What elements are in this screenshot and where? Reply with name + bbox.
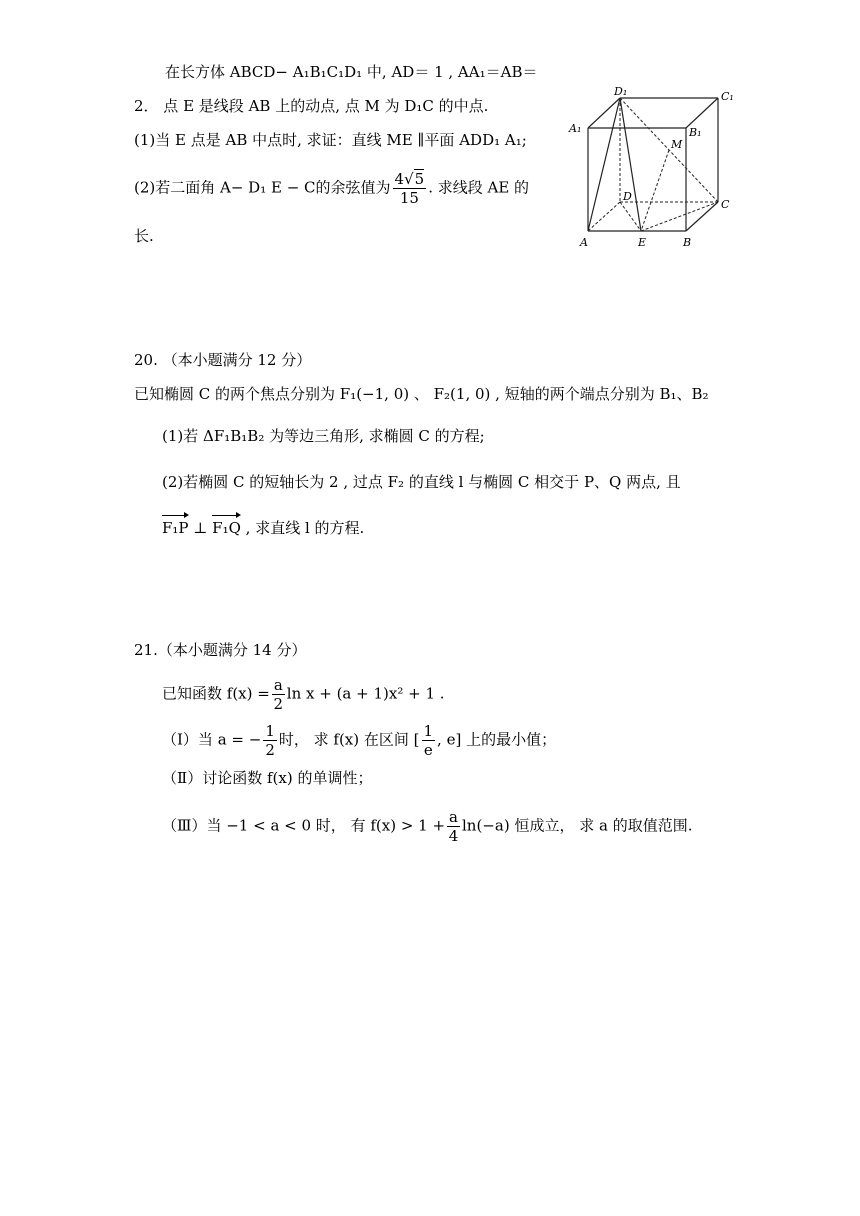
q20-part-2: (2)若椭圆 C 的短轴长为 2 , 过点 F₂ 的直线 l 与椭圆 C 相交于 P、Q 两点, 且 [162, 473, 681, 491]
q19-frac-den: 15 [399, 189, 419, 207]
q21-part-3-a: （Ⅲ）当 −1 < a < 0 时， 有 f(x) > 1 + [162, 816, 446, 835]
label-e: E [638, 236, 647, 249]
q21-part-1 [162, 722, 556, 759]
q21-line-1-a: 已知函数 f(x) = [162, 684, 270, 703]
label-a: A [580, 236, 588, 249]
segment-me [641, 150, 669, 231]
edge-c1b1 [686, 98, 718, 128]
q19-part-2-text-a: (2)若二面角 A− D₁ E − C的余弦值为 [134, 178, 391, 197]
q20-header: 20. （本小题满分 12 分） [134, 351, 312, 369]
label-c: C [721, 198, 730, 211]
q19-cosine-fraction: $\frac{4√5}{15}$ [394, 170, 425, 207]
label-d1: D₁ [614, 86, 628, 98]
frac-den: 4 [448, 827, 459, 845]
q21-frac-1-over-e [422, 722, 436, 759]
perp-symbol: ⊥ [188, 519, 213, 537]
frac-num: 1 [265, 722, 275, 740]
q21-part-1-b: 时， 求 f(x) 在区间 [ [278, 730, 420, 749]
label-d: D [623, 190, 632, 203]
q21-part-1-a: （Ⅰ）当 a = − [162, 730, 262, 749]
vector-f1p: F₁P [162, 519, 189, 537]
q19-part-2-text-b: . 求线段 AE 的 [428, 178, 530, 197]
segment-d1e [620, 98, 641, 231]
q19-line-2: 2． 点 E 是线段 AB 上的动点, 点 M 为 D₁C 的中点. [134, 97, 489, 115]
segment-d1a [588, 98, 620, 231]
q19-frac-coef: 4 [394, 170, 405, 188]
cuboid-figure [568, 86, 748, 252]
q21-part-2: （Ⅱ）讨论函数 f(x) 的单调性； [162, 769, 373, 787]
frac-num: 1 [423, 722, 434, 740]
label-b: B [683, 236, 692, 249]
q21-frac-a-over-2 [272, 676, 285, 713]
q19-part-2 [134, 170, 529, 207]
segment-de [620, 202, 641, 231]
q21-frac-a-over-4 [447, 808, 460, 845]
label-a1: A₁ [569, 122, 582, 135]
frac-den: e [423, 741, 433, 759]
frac-den: 2 [273, 695, 284, 713]
q21-function-def [162, 676, 445, 713]
q20-part-2-continued [162, 518, 364, 538]
label-b1: B₁ [689, 126, 702, 139]
edge-d1a1 [588, 98, 620, 128]
q21-line-1-b: ln x + (a + 1)x² + 1 . [286, 684, 445, 703]
frac-num: a [449, 808, 458, 826]
q19-part-1: (1)当 E 点是 AB 中点时, 求证：直线 ME ∥平面 ADD₁ A₁; [134, 131, 527, 149]
frac-num: a [273, 676, 283, 694]
hidden-edge-da [588, 202, 620, 231]
segment-ec [641, 202, 718, 231]
frac-den: 2 [265, 741, 275, 759]
q21-header: 21.（本小题满分 14 分） [134, 641, 307, 659]
q19-line-1: 在长方体 ABCD− A₁B₁C₁D₁ 中, AD＝ 1 , AA₁＝AB＝ [165, 63, 538, 81]
q20-part-1: (1)若 ΔF₁B₁B₂ 为等边三角形, 求椭圆 C 的方程; [162, 427, 485, 445]
label-m: M [671, 138, 683, 151]
q21-part-3 [162, 808, 692, 845]
q20-part-2-tail: , 求直线 l 的方程. [240, 519, 365, 537]
q21-part-1-c: , e] 上的最小值； [437, 730, 557, 749]
q21-part-3-b: ln(−a) 恒成立， 求 a 的取值范围. [462, 816, 693, 835]
q21-frac-1-over-2 [263, 722, 277, 759]
q20-line-1: 已知椭圆 C 的两个焦点分别为 F₁(−1, 0) 、 F₂(1, 0) , 短轴的两个端点分别为 B₁、B₂ [134, 385, 709, 403]
label-c1: C₁ [721, 90, 734, 103]
q19-line-5: 长. [134, 227, 154, 245]
q19-frac-radicand: 5 [414, 170, 425, 188]
vector-f1q: F₁Q [212, 519, 241, 537]
edge-bc [686, 202, 718, 231]
